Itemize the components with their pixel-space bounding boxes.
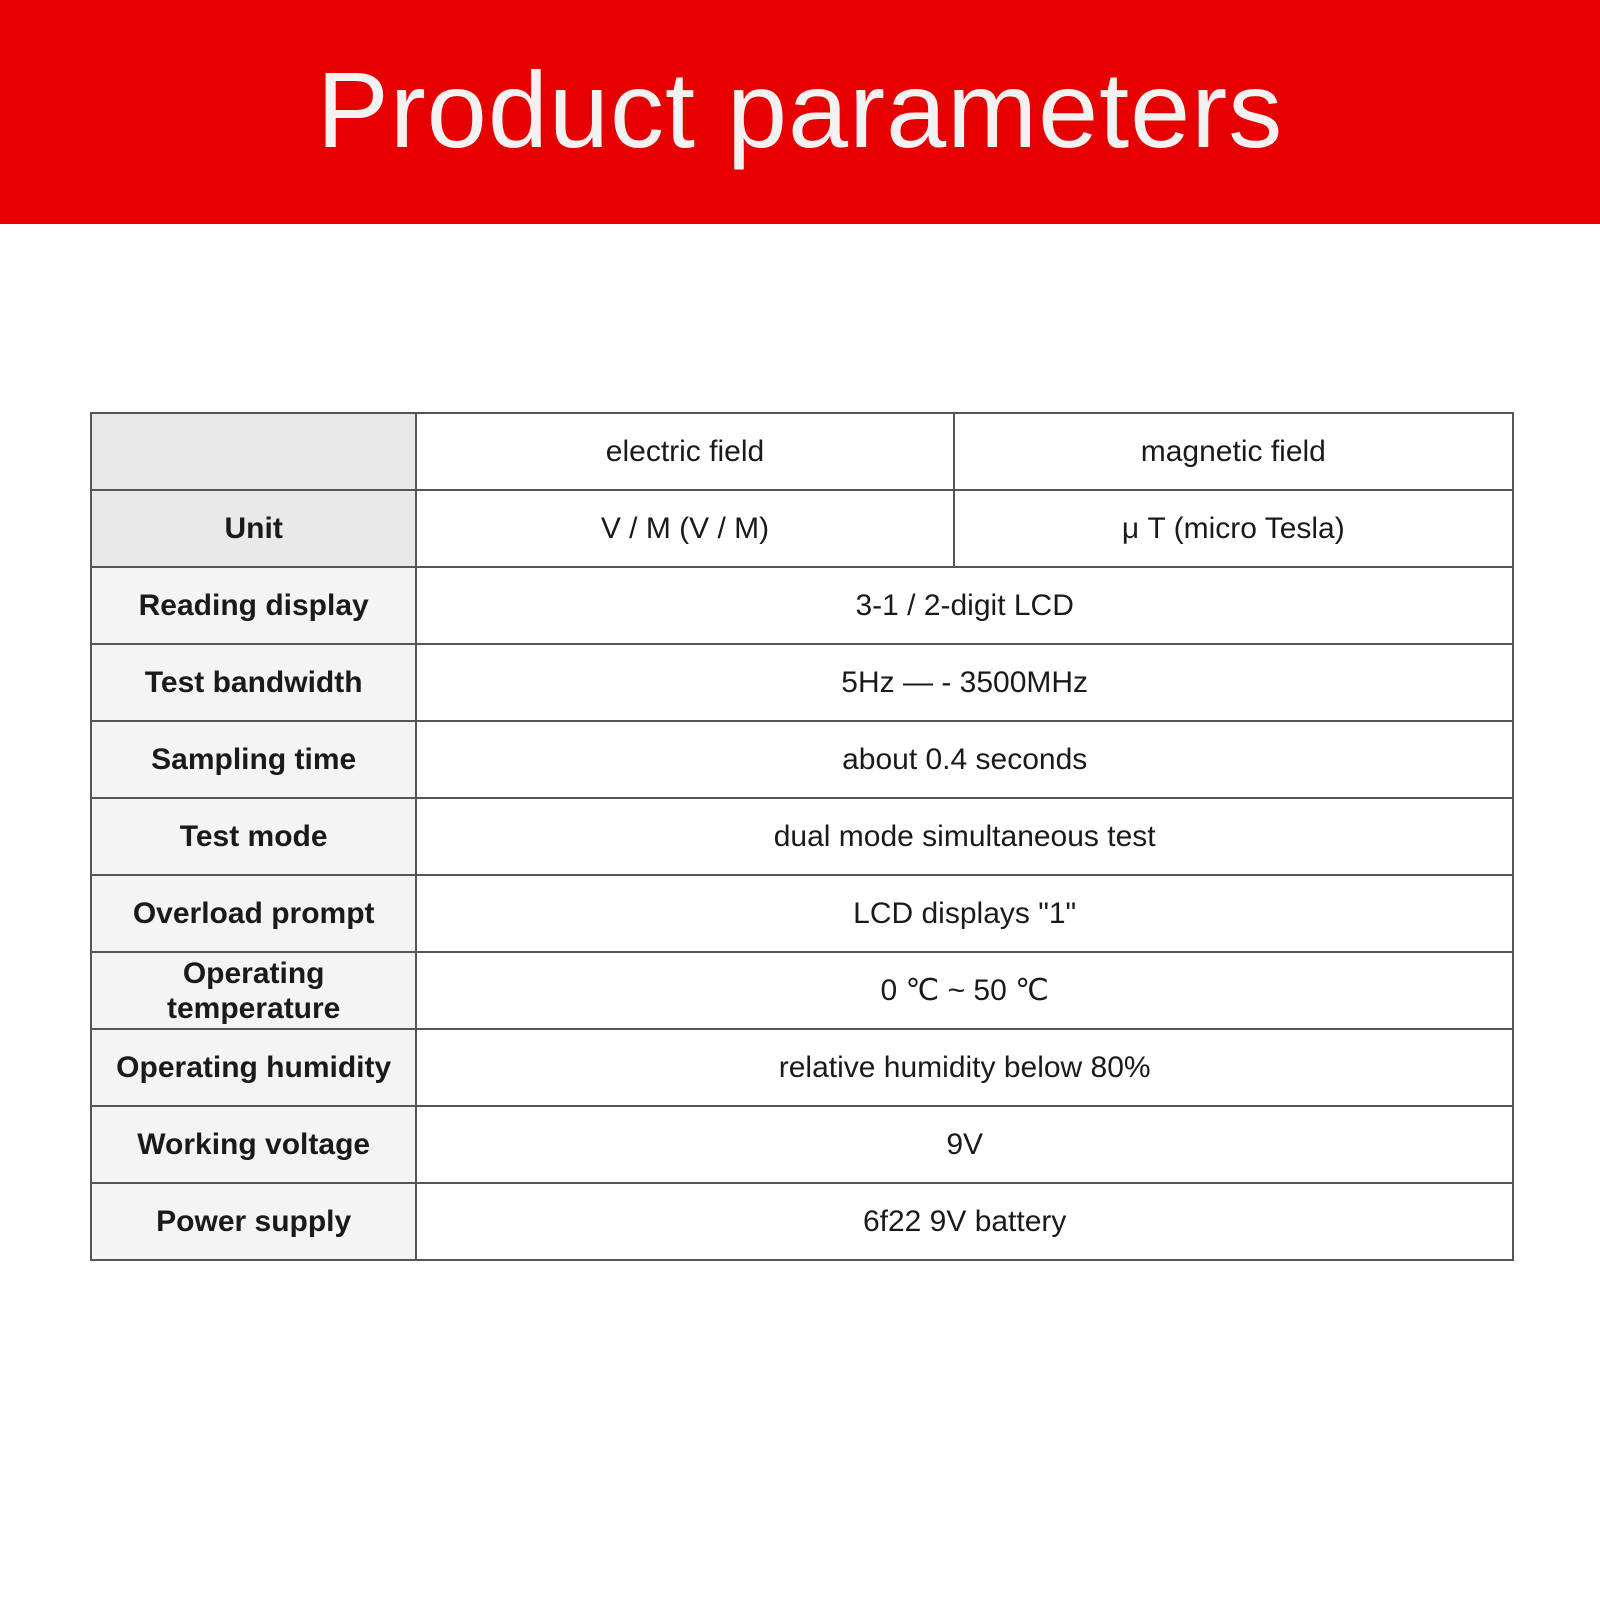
- table-row: [91, 952, 1513, 1029]
- row-label-unit: Unit: [91, 490, 416, 567]
- table-row: [91, 721, 1513, 798]
- row-label: Test mode: [91, 798, 416, 875]
- row-label: Operating humidity: [91, 1029, 416, 1106]
- table-row: [91, 875, 1513, 952]
- column-header-magnetic-field: magnetic field: [954, 413, 1513, 490]
- header-banner: [0, 0, 1600, 224]
- row-value: about 0.4 seconds: [416, 721, 1513, 798]
- row-value: 9V: [416, 1106, 1513, 1183]
- page-title: Product parameters: [316, 48, 1284, 170]
- row-label: Working voltage: [91, 1106, 416, 1183]
- unit-electric-value: V / M (V / M): [416, 490, 953, 567]
- row-label: Operating temperature: [91, 952, 416, 1029]
- row-value: relative humidity below 80%: [416, 1029, 1513, 1106]
- row-label: Power supply: [91, 1183, 416, 1260]
- row-value: dual mode simultaneous test: [416, 798, 1513, 875]
- row-value: 5Hz — - 3500MHz: [416, 644, 1513, 721]
- row-label: Reading display: [91, 567, 416, 644]
- table-row: [91, 1183, 1513, 1260]
- row-value: 0 ℃ ~ 50 ℃: [416, 952, 1513, 1029]
- table-row: [91, 644, 1513, 721]
- table-header-row: [91, 413, 1513, 490]
- row-label: Test bandwidth: [91, 644, 416, 721]
- column-header-electric-field: electric field: [416, 413, 953, 490]
- parameters-table: [90, 412, 1514, 1261]
- row-label: Sampling time: [91, 721, 416, 798]
- row-label: Overload prompt: [91, 875, 416, 952]
- table-row-unit: [91, 490, 1513, 567]
- table-row: [91, 1029, 1513, 1106]
- corner-cell: [91, 413, 416, 490]
- table-row: [91, 798, 1513, 875]
- unit-magnetic-value: μ T (micro Tesla): [954, 490, 1513, 567]
- table-row: [91, 567, 1513, 644]
- table-row: [91, 1106, 1513, 1183]
- row-value: 6f22 9V battery: [416, 1183, 1513, 1260]
- row-value: LCD displays "1": [416, 875, 1513, 952]
- row-value: 3-1 / 2-digit LCD: [416, 567, 1513, 644]
